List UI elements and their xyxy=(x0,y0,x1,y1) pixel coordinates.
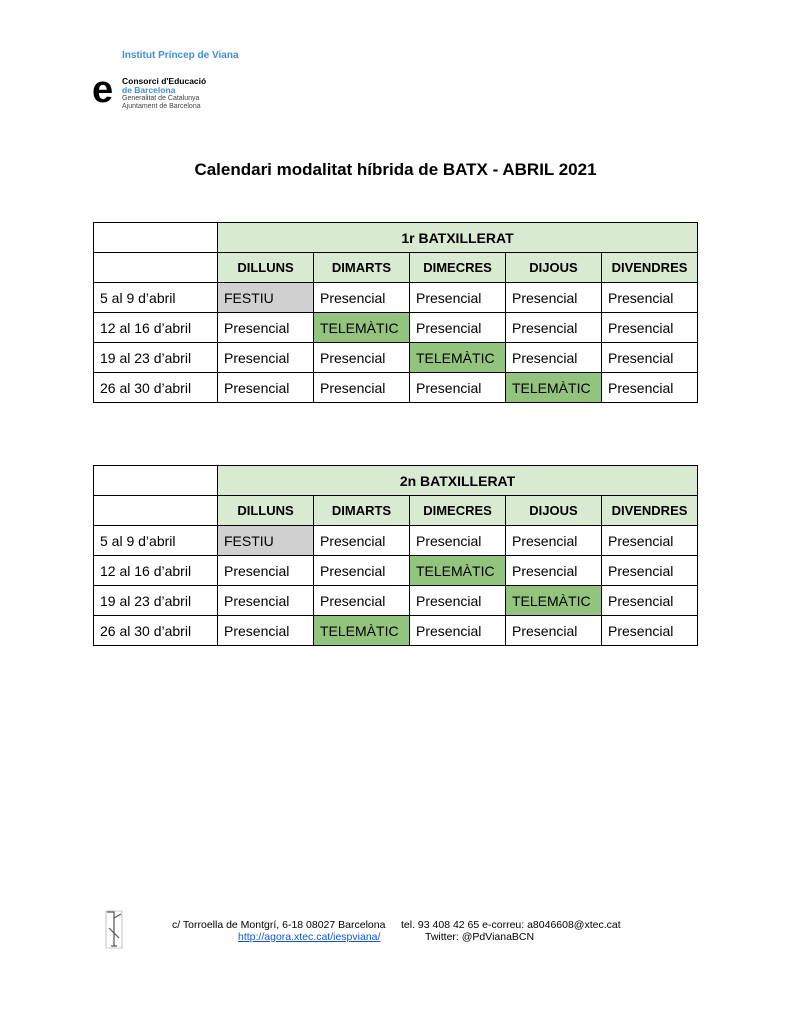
table-group-row xyxy=(94,466,698,496)
group-header: 2n BATXILLERAT xyxy=(218,466,698,496)
footer-twitter: Twitter: @PdVianaBCN xyxy=(425,931,535,943)
schedule-cell: TELEMÀTIC xyxy=(410,556,506,586)
group-header: 1r BATXILLERAT xyxy=(218,223,698,253)
logo-line-4: Ajuntament de Barcelona xyxy=(122,103,201,110)
day-header: DIMARTS xyxy=(314,253,410,283)
logo-e-icon: e xyxy=(92,69,114,111)
schedule-cell: Presencial xyxy=(314,343,410,373)
corner-cell xyxy=(94,466,218,496)
calendar-table-2n xyxy=(93,465,698,646)
schedule-cell: TELEMÀTIC xyxy=(314,313,410,343)
schedule-cell: Presencial xyxy=(218,616,314,646)
corner-cell xyxy=(94,223,218,253)
schedule-cell: TELEMÀTIC xyxy=(314,616,410,646)
day-header: DILLUNS xyxy=(218,496,314,526)
days-row xyxy=(94,253,698,283)
logo-line-1: Consorci d'Educació xyxy=(122,76,207,86)
schedule-cell: Presencial xyxy=(410,283,506,313)
days-row xyxy=(94,496,698,526)
week-label: 19 al 23 d’abril xyxy=(94,586,218,616)
schedule-cell: TELEMÀTIC xyxy=(506,373,602,403)
schedule-cell: Presencial xyxy=(410,526,506,556)
table-row xyxy=(94,556,698,586)
week-label: 12 al 16 d’abril xyxy=(94,313,218,343)
schedule-cell: Presencial xyxy=(314,556,410,586)
schedule-cell: Presencial xyxy=(506,556,602,586)
footer-address: c/ Torroella de Montgrí, 6-18 08027 Barcelona xyxy=(172,919,386,931)
day-header: DIJOUS xyxy=(506,253,602,283)
week-label: 12 al 16 d’abril xyxy=(94,556,218,586)
week-label: 26 al 30 d’abril xyxy=(94,373,218,403)
schedule-cell: Presencial xyxy=(602,283,698,313)
calendar-table-1r xyxy=(93,222,698,403)
footer-website-link[interactable]: http://agora.xtec.cat/iespviana/ xyxy=(238,931,381,943)
schedule-cell: Presencial xyxy=(506,616,602,646)
day-header: DILLUNS xyxy=(218,253,314,283)
logo-line-2: de Barcelona xyxy=(122,85,176,95)
schedule-cell: Presencial xyxy=(602,616,698,646)
schedule-cell: Presencial xyxy=(602,373,698,403)
week-label: 5 al 9 d’abril xyxy=(94,526,218,556)
day-header: DIMARTS xyxy=(314,496,410,526)
table-row xyxy=(94,586,698,616)
schedule-cell: Presencial xyxy=(218,343,314,373)
day-header: DIVENDRES xyxy=(602,253,698,283)
schedule-cell: Presencial xyxy=(602,313,698,343)
schedule-cell: Presencial xyxy=(314,283,410,313)
schedule-cell: TELEMÀTIC xyxy=(506,586,602,616)
schedule-cell: Presencial xyxy=(410,616,506,646)
day-header: DIMECRES xyxy=(410,253,506,283)
footer-signature-logo xyxy=(103,908,125,950)
table-row xyxy=(94,373,698,403)
day-header: DIJOUS xyxy=(506,496,602,526)
schedule-cell: Presencial xyxy=(218,313,314,343)
schedule-cell: Presencial xyxy=(218,556,314,586)
schedule-cell: Presencial xyxy=(410,313,506,343)
schedule-cell: Presencial xyxy=(602,526,698,556)
schedule-cell: TELEMÀTIC xyxy=(410,343,506,373)
header-logo xyxy=(92,48,239,112)
schedule-cell: Presencial xyxy=(410,586,506,616)
day-header: DIMECRES xyxy=(410,496,506,526)
schedule-cell: Presencial xyxy=(218,373,314,403)
schedule-cell: Presencial xyxy=(602,586,698,616)
schedule-cell: Presencial xyxy=(314,586,410,616)
schedule-cell: Presencial xyxy=(506,526,602,556)
week-label: 19 al 23 d’abril xyxy=(94,343,218,373)
schedule-cell: Presencial xyxy=(506,283,602,313)
schedule-cell: Presencial xyxy=(314,526,410,556)
schedule-cell: FESTIU xyxy=(218,526,314,556)
table-group-row xyxy=(94,223,698,253)
schedule-cell: FESTIU xyxy=(218,283,314,313)
corner-cell xyxy=(94,253,218,283)
schedule-cell: Presencial xyxy=(218,586,314,616)
day-header: DIVENDRES xyxy=(602,496,698,526)
logo-line-3: Generalitat de Catalunya xyxy=(122,95,200,102)
page-title: Calendari modalitat híbrida de BATX - ABRIL 2021 xyxy=(194,160,597,179)
table-row xyxy=(94,616,698,646)
schedule-cell: Presencial xyxy=(314,373,410,403)
logo-institute-name: Institut Príncep de Viana xyxy=(122,50,239,61)
schedule-cell: Presencial xyxy=(506,313,602,343)
schedule-cell: Presencial xyxy=(602,556,698,586)
week-label: 26 al 30 d’abril xyxy=(94,616,218,646)
schedule-cell: Presencial xyxy=(602,343,698,373)
footer-contact: tel. 93 408 42 65 e-correu: a8046608@xtec.cat xyxy=(401,919,621,931)
table-row xyxy=(94,283,698,313)
week-label: 5 al 9 d’abril xyxy=(94,283,218,313)
table-row xyxy=(94,343,698,373)
corner-cell xyxy=(94,496,218,526)
schedule-cell: Presencial xyxy=(410,373,506,403)
table-row xyxy=(94,526,698,556)
table-row xyxy=(94,313,698,343)
schedule-cell: Presencial xyxy=(506,343,602,373)
